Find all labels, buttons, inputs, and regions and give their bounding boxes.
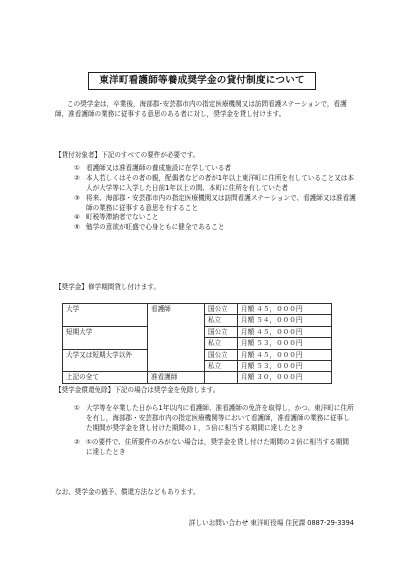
table-row: 私立 月額 ５３，０００円 xyxy=(63,361,332,372)
eligibility-item: ⑤ 勉学の意欲が旺盛で心身ともに健全であること xyxy=(74,223,225,232)
table-row: 大学又は短期大学以外 国公立 月額 ４５，０００円 xyxy=(63,349,332,360)
exemption-item: ② ①の要件で、住所要件のみがない場合は，奨学金を貸し付けた期間の２倍に相当する期間に達したとき xyxy=(74,437,349,456)
exemption-item: ① 大学等を卒業した日から1年以内に看護師、准看護師の免許を取得し，かつ、東洋町に住所を有し，海部郡・安芸郡市内の指定医療機関等において看護師，准看護師の業務に従事した期間が奨学金を貸し付けた期間の１，５倍に相当する期間に達したとき xyxy=(74,404,354,432)
table-row: 短期大学 国公立 月額 ４５，０００円 xyxy=(63,326,332,337)
table-row: 大学 看護師 国公立 月額 ４５，０００円 xyxy=(63,304,332,315)
scholarship-heading: 【奨学金】修学期間貸し付けます。 xyxy=(55,283,160,291)
exemption-heading: 【奨学金償還免除】下記の場合は奨学金を免除します。 xyxy=(55,386,220,394)
eligibility-item: ③ 将来、海部郡・安芸郡市内の指定医療機関又は訪問看護ステーションで、看護師又は准看護師の業務に従事する意思を有すること xyxy=(74,193,356,212)
eligibility-item: ① 看護師又は准看護師の養成施設に在学している者 xyxy=(74,164,232,172)
page-title: 東洋町看護師等養成奨学金の貸付制度について xyxy=(88,72,316,90)
contact-info: 詳しいお問い合わせ 東洋町役場 住民課 0887-29-3394 xyxy=(188,519,354,527)
note-text: なお、奨学金の猶予、償還方法などもあります。 xyxy=(55,488,200,496)
eligibility-item: ④ 町税等滞納者でないこと xyxy=(74,213,159,222)
eligibility-list xyxy=(74,164,356,233)
scholarship-table xyxy=(62,303,332,384)
exemption-list xyxy=(74,404,354,457)
intro-paragraph: この奨学金は，卒業後，海部郡･安芸郡市内の指定医療機関又は訪問看護ステーションで，看護師，准看護師の業務に従事する意思のある者に対し，奨学金を貸し付けます。 xyxy=(55,100,347,118)
table-row: 私立 月額 ５３，０００円 xyxy=(63,338,332,349)
eligibility-item: ② 本人若しくはその者の親，配偶者などの者が1年以上東洋町に住所を有していること又は本人が大学等に入学した日前1年以上の間、本町に住所を有していた者 xyxy=(74,173,354,192)
eligibility-heading: 【貸付対象者】下記のすべての要件が必要です。 xyxy=(55,151,200,159)
table-row: 上記の全て 准看護師 月額 ３０，０００円 xyxy=(63,372,332,383)
table-row: 私立 月額 ５４，０００円 xyxy=(63,315,332,326)
